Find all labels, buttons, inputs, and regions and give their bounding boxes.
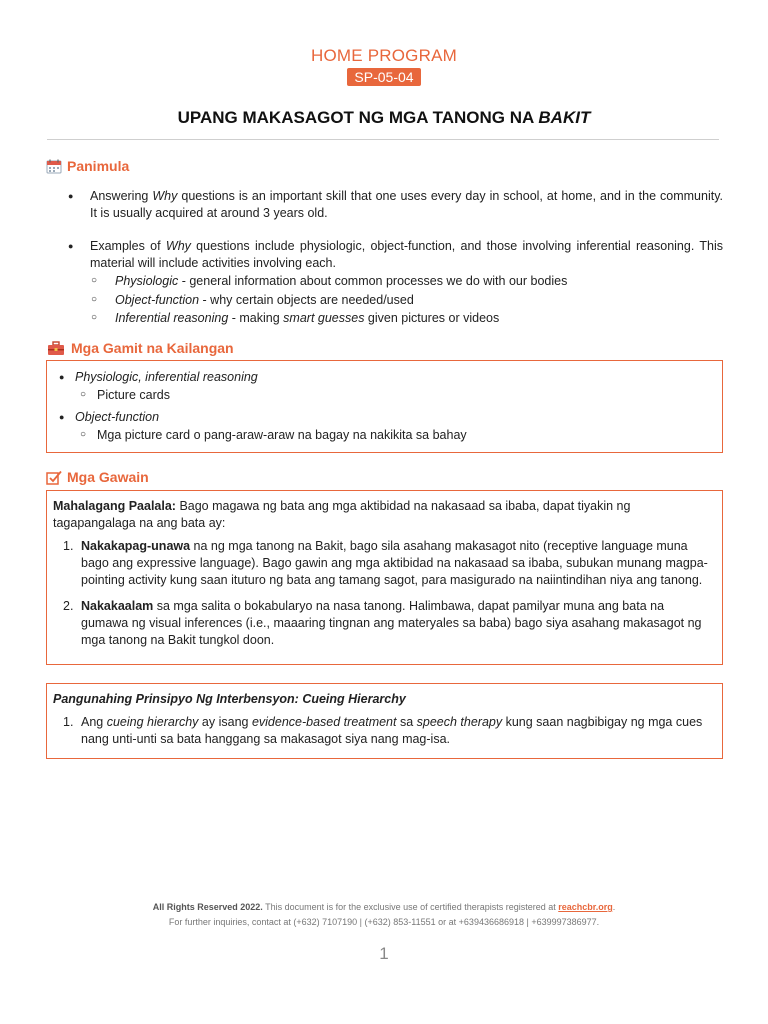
principle-box (46, 683, 723, 759)
footer-line-2: For further inquiries, contact at (+632) 7107190 | (+632) 853-11551 or at +639436686918 | +639997386977. (168, 917, 600, 927)
footer-line-1: All Rights Reserved 2022. This document is for the exclusive use of certified therapists registered at reachcbr.org. (152, 902, 616, 912)
bullet-item: ● Answering Why questions is an important skill that one uses every day in school, at home, and in the community. It is usually acquired at around 3 years old. (68, 188, 723, 222)
page-title (0, 108, 768, 128)
program-label: HOME PROGRAM (311, 46, 457, 65)
toolbox-icon (46, 341, 66, 356)
section-activities-heading (46, 469, 149, 485)
activity-item: 1. Nakakapag-unawa na ng mga tanong na Bakit, bago sila asahang makasagot nito (receptive language muna bago ang expressive language). Bago gawin ang mga aktibidad na nakasaad sa ibaba, subukan munang magpa-pointing activity kung saan ituturo ng bata ang tamang sagot, para masigurado na naiintindihan niya ang tanong. (63, 539, 708, 587)
material-subitem: ○ Mga picture card o pang-araw-araw na bagay na nakikita sa bahay (47, 426, 722, 444)
bullet-item: ● Examples of Why questions include physiologic, object-function, and those involving inferential reasoning. This material will include activities involving each. (68, 238, 723, 272)
principle-heading: Pangunahing Prinsipyo Ng Interbensyon: Cueing Hierarchy (53, 692, 406, 706)
section-materials-heading (46, 340, 234, 356)
sub-bullet-list (91, 272, 723, 328)
website-link[interactable]: reachcbr.org (558, 902, 613, 912)
section-panimula-heading (46, 158, 129, 174)
section-heading-label: Panimula (67, 158, 130, 174)
sub-bullet-item: ○ Physiologic - general information about common processes we do with our bodies (91, 272, 723, 291)
title-main: UPANG MAKASAGOT NG MGA TANONG NA (177, 108, 539, 127)
sub-bullet-item: ○ Inferential reasoning - making smart guesses given pictures or videos (91, 309, 723, 328)
material-item: ● Physiologic, inferential reasoning (47, 368, 722, 386)
principle-item: 1. Ang cueing hierarchy ay isang evidence-based treatment sa speech therapy kung saan nagbibigay ng mga cues nang unti-unti sa bata hanggang sa makasagot siya nang mag-isa. (63, 715, 703, 746)
sub-bullet-item: ○ Object-function - why certain objects are needed/used (91, 291, 723, 310)
title-emphasis: BAKIT (538, 108, 591, 127)
material-subitem: ○ Picture cards (47, 386, 722, 404)
important-note: Mahalagang Paalala: Bago magawa ng bata ang mga aktibidad na nakasaad sa ibaba, dapat tiyakin ng tagapangalaga na ang bata ay: (53, 499, 631, 530)
activities-box (46, 490, 723, 665)
panimula-bullets (68, 188, 723, 328)
footer (0, 900, 768, 930)
materials-box (46, 360, 723, 453)
activities-list (53, 538, 714, 649)
checkbox-icon (46, 470, 62, 485)
principle-list (53, 714, 714, 748)
code-badge-wrap (0, 68, 768, 87)
section-heading-label: Mga Gawain (67, 469, 149, 485)
material-item: ● Object-function (47, 408, 722, 426)
section-heading-label: Mga Gamit na Kailangan (71, 340, 234, 356)
calendar-icon (46, 159, 62, 174)
program-code-badge: SP-05-04 (347, 68, 420, 86)
title-divider (47, 139, 719, 140)
activity-item: 2. Nakakaalam sa mga salita o bokabularyo na nasa tanong. Halimbawa, dapat pamilyar muna ang bata na gumawa ng visual inferences (i.e., maaaring tingnan ang materyales sa baba) bago siya asahang makasagot ng mga tanong na Bakit tungkol doon. (63, 599, 702, 647)
page-number: 1 (379, 944, 389, 963)
